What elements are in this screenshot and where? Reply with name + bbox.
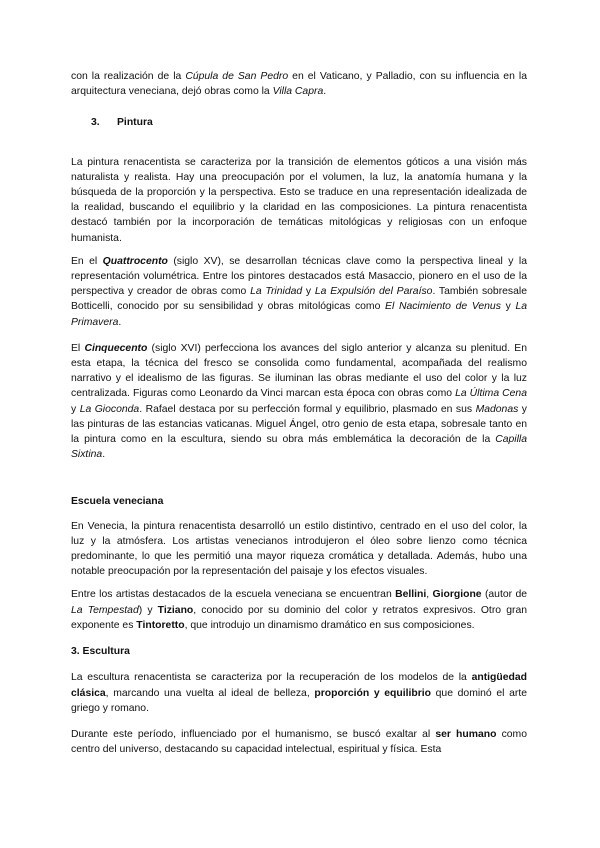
bold-term: Tiziano: [157, 604, 194, 616]
bold-term: Bellini: [395, 589, 427, 601]
bold-term: proporción y equilibrio: [314, 687, 432, 699]
text-run: .: [102, 449, 106, 461]
bold-term: ser humano: [435, 728, 497, 740]
italic-term: La Primavera: [71, 301, 527, 328]
bold-term: antigüedad clásica: [71, 672, 527, 699]
paragraph-quattrocento: [71, 254, 527, 330]
heading-escuela-veneciana: Escuela veneciana: [71, 496, 164, 508]
text-run: El: [71, 342, 85, 354]
paragraph-pintura: La pintura renacentista se caracteriza por la transición de elementos góticos a una visión más naturalista y realista. Hay una preocupación por el volumen, la luz, la anatomía humana y la búsqueda de la proporción y la perspectiva. Esto se traduce en una representación idealizada de la realidad, buscando el equilibrio y la claridad en las composiciones. La pintura renacentista destacó también por la incorporación de temáticas mitológicas y religiosas con un enfoque humanista.: [71, 156, 527, 244]
heading-escultura: 3. Escultura: [71, 646, 130, 658]
text-run: ,: [426, 589, 433, 601]
bold-italic-term: Quattrocento: [102, 255, 168, 267]
text-run: , marcando una vuelta al ideal de belleza,: [105, 687, 315, 699]
italic-term: La Tempestad: [71, 604, 139, 616]
text-run: , conocido por su dominio del color y retratos expresivos. Otro gran exponente es: [71, 604, 527, 631]
text-run: que dominó el arte griego y romano.: [71, 687, 527, 714]
text-run: , que introdujo un dinamismo dramático en sus composiciones.: [184, 619, 475, 631]
text-run: Entre los artistas destacados de la escuela veneciana se encuentran: [71, 589, 396, 601]
italic-term: Capilla Sixtina: [71, 434, 527, 461]
intro-paragraph: [71, 69, 527, 99]
bold-term: Giorgione: [432, 589, 482, 601]
text-run: (siglo XVI) perfecciona los avances del siglo anterior y alcanza su plenitud. En esta etapa, la técnica del fresco se consolida como fundamental, acompañada del realismo narrativo y el idealismo de las figuras. Se iluminan las obras mediante el uso del color y la luz centralizada. Figuras como Leonardo da Vinci marcan esta época con obras como: [71, 342, 527, 400]
text-run: como centro del universo, destacando su capacidad intelectual, espiritual y física. Esta: [71, 728, 527, 756]
text-run: y: [302, 286, 315, 298]
italic-term: La Gioconda: [79, 403, 140, 415]
text-run: y: [500, 301, 516, 313]
italic-term: El Nacimiento de Venus: [385, 301, 501, 313]
italic-term: Cúpula de San Pedro: [185, 71, 289, 82]
text-run: .: [118, 316, 122, 328]
bold-italic-term: Cinquecento: [84, 342, 148, 354]
text-run: (siglo XV), se desarrollan técnicas clave como la perspectiva lineal y la representación volumétrica. Entre los pintores destacados está Masaccio, pionero en el uso de la perspectiva y creador de obras como: [71, 255, 527, 298]
bold-term: Tintoretto: [136, 619, 185, 631]
paragraph-escultura-1: [71, 670, 527, 716]
text-run: y las pinturas de las estancias vaticanas. Miguel Ángel, otro genio de esta etapa, sobresale tanto en la pintura como en la escultura, siendo su obra más emblemática la decoración de la: [71, 403, 527, 446]
heading-title: Pintura: [117, 117, 153, 129]
italic-term: La Expulsión del Paraíso: [314, 286, 433, 298]
text-run: ) y: [138, 604, 158, 616]
paragraph-escultura-2: [71, 727, 527, 757]
italic-term: La Última Cena: [455, 388, 527, 400]
paragraph-venecia-1: En Venecia, la pintura renacentista desarrolló un estilo distintivo, centrado en el uso del color, la luz y la atmósfera. Los artistas venecianos introdujeron el óleo sobre lienzo como técnica predominante, lo que les permitió una mayor riqueza cromática y detallada. Además, hubo una notable preocupación por la representación del paisaje y los efectos visuales.: [71, 520, 527, 578]
heading-number: 3.: [91, 117, 100, 129]
italic-term: Villa Capra: [272, 86, 324, 98]
text-run: . Rafael destaca por su perfección formal y equilibrio, plasmado en sus: [139, 403, 476, 415]
paragraph-cinquecento: [71, 341, 527, 463]
italic-term: Madonas: [475, 403, 519, 415]
text-run: Durante este período, influenciado por el humanismo, se buscó exaltar al: [71, 728, 436, 740]
italic-term: La Trinidad: [250, 286, 303, 298]
text-run: .: [323, 86, 327, 98]
text-run: En el: [71, 255, 103, 267]
text-run: La escultura renacentista se caracteriza por la recuperación de los modelos de la: [71, 672, 472, 684]
text-run: (autor de: [481, 589, 527, 601]
heading-pintura: [71, 115, 527, 130]
text-run: con la realización de la: [71, 71, 186, 82]
text-run: en el Vaticano, y Palladio, con su influencia en la arquitectura veneciana, dejó obras como la: [71, 71, 527, 98]
page-content: [71, 69, 527, 757]
text-run: y: [71, 403, 80, 415]
text-run: . También sobresale Botticelli, conocido por su sensibilidad y obras mitológicas como: [71, 286, 527, 313]
paragraph-venecia-2: [71, 587, 527, 633]
